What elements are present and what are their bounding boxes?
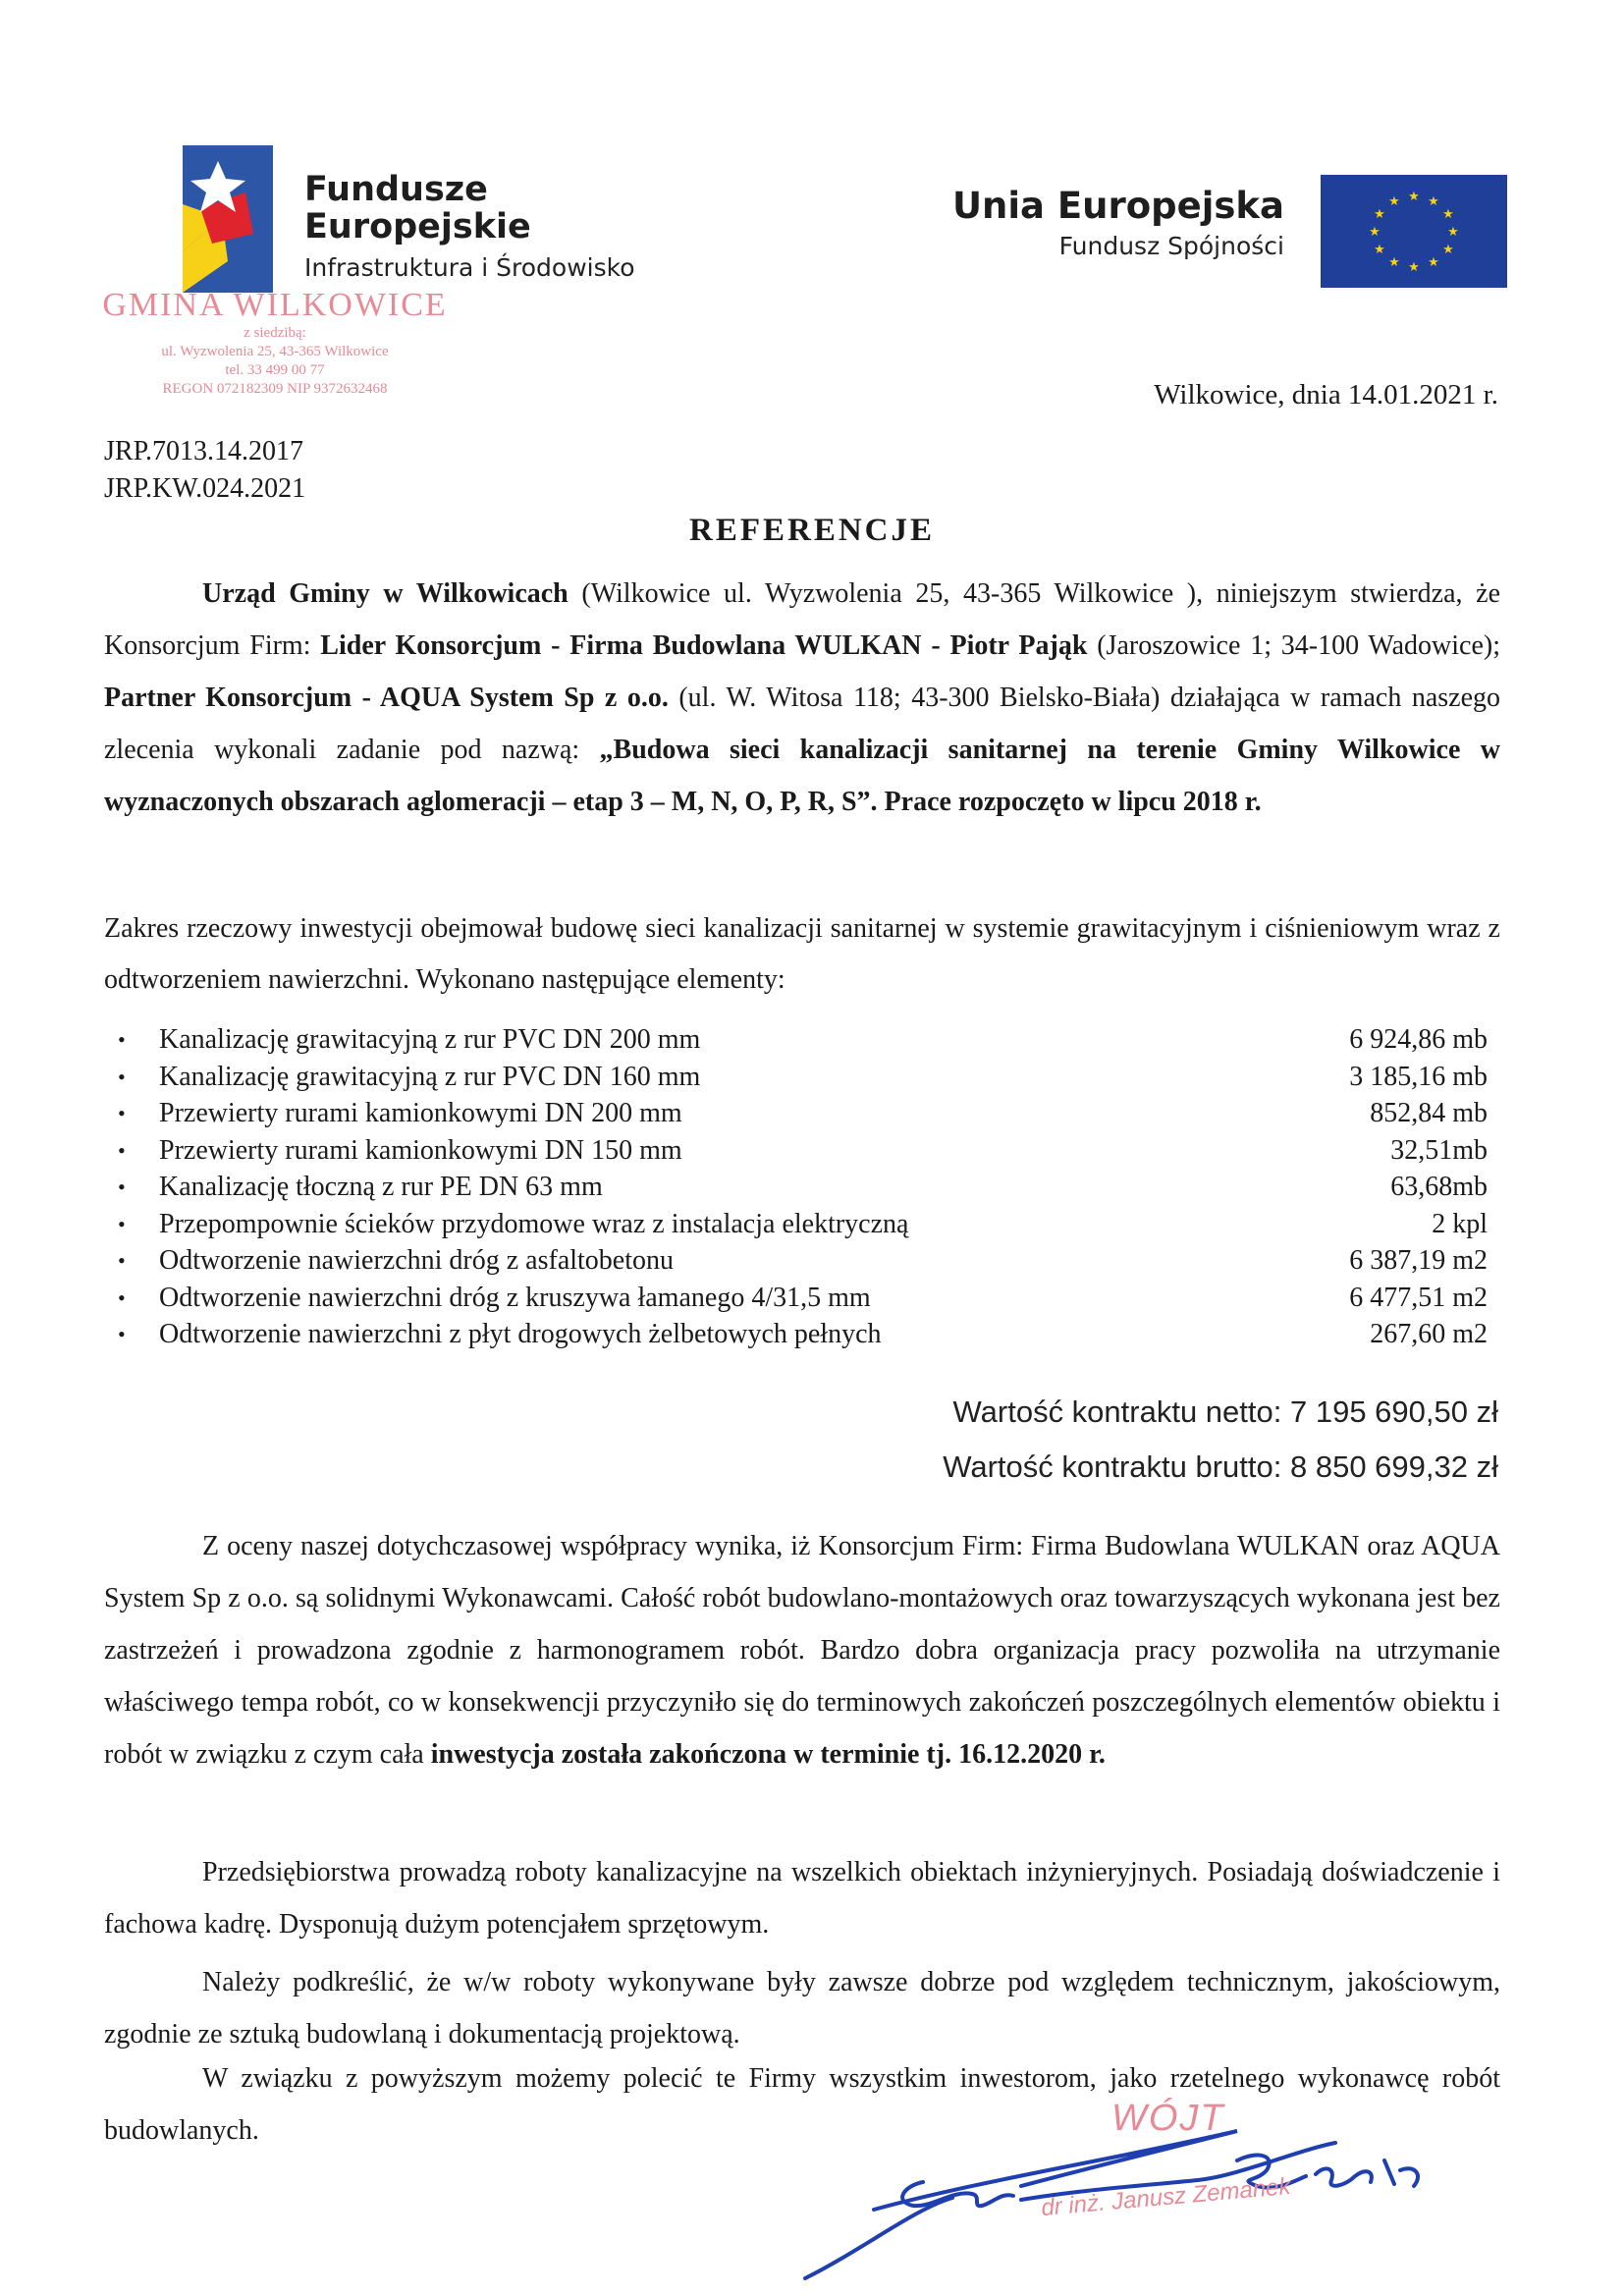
- eu-text: [952, 185, 1284, 260]
- list-item: [118, 1206, 1488, 1243]
- completion-statement: inwestycja została zakończona w terminie tj. 16.12.2020 r.: [430, 1739, 1106, 1770]
- stamp-address: ul. Wyzwolenia 25, 43-365 Wilkowice: [161, 344, 389, 359]
- evaluation-text: Z oceny naszej dotychczasowej współpracy wynika, iż Konsorcjum Firm: Firma Budowlana WULKAN oraz AQUA System Sp z o.o. są solidnymi Wykonawcami. Całość robót budowlano-montażowych oraz towarzyszących wykonana jest bez zastrzeżeń i prowadzona zgodnie z harmonogramem robót. Bardzo dobra organizacja pracy pozwoliła na utrzymanie właściwego tempa robót, co w konsekwencji przyczyniło się do terminowych zakończeń poszczególnych elementów obiektu i robót w związku z czym cała: [104, 1531, 1500, 1770]
- municipality-stamp: [88, 287, 461, 399]
- svg-text:★: ★: [1388, 255, 1400, 270]
- item-value: 6 477,51 m2: [1349, 1282, 1488, 1313]
- case-reference: JRP.KW.024.2021: [104, 473, 306, 504]
- eu-flag-icon: [1321, 175, 1507, 288]
- item-value: 3 185,16 mb: [1349, 1061, 1488, 1092]
- bullet-icon: •: [118, 1064, 126, 1089]
- stamp-phone: tel. 33 499 00 77: [225, 362, 325, 378]
- task-name: „Budowa sieci kanalizacji sanitarnej na terenie Gminy Wilkowice w wyznaczonych obszarach aglomeracji – etap 3 – M, N, O, P, R, S”. Prace rozpoczęto w lipcu 2018 r.: [104, 735, 1500, 817]
- issuer-name: Urząd Gminy w Wilkowicach: [202, 578, 568, 609]
- svg-text:★: ★: [1408, 190, 1420, 204]
- item-label: Kanalizację tłoczną z rur PE DN 63 mm: [159, 1172, 603, 1202]
- svg-text:★: ★: [1408, 260, 1420, 275]
- list-item: [118, 1280, 1488, 1317]
- svg-text:★: ★: [1388, 194, 1400, 209]
- signer-name: dr inż. Janusz Zemanek: [1040, 2172, 1292, 2222]
- eu-fund: Fundusz Spójności: [1058, 232, 1284, 260]
- leader-address: (Jaroszowice 1; 34-100 Wadowice);: [1087, 630, 1500, 661]
- item-value: 6 387,19 m2: [1349, 1245, 1488, 1276]
- bullet-icon: •: [118, 1322, 126, 1346]
- consortium-leader: Lider Konsorcjum - Firma Budowlana WULKAN - Piotr Pająk: [320, 630, 1088, 661]
- work-items-list: [118, 1021, 1488, 1353]
- svg-text:★: ★: [1428, 255, 1439, 270]
- svg-text:★: ★: [1428, 194, 1439, 209]
- bullet-icon: •: [118, 1137, 126, 1163]
- item-value: 63,68mb: [1390, 1172, 1488, 1202]
- list-item: [118, 1095, 1488, 1132]
- svg-text:★: ★: [1447, 225, 1459, 240]
- logo-line-europejskie: Europejskie: [304, 207, 531, 246]
- fundusze-europejskie-flag-icon: [183, 145, 273, 293]
- svg-text:★: ★: [1369, 225, 1380, 240]
- item-value: 6 924,86 mb: [1349, 1024, 1488, 1055]
- item-value: 2 kpl: [1432, 1208, 1488, 1239]
- eu-title: Unia Europejska: [951, 185, 1284, 227]
- bullet-icon: •: [118, 1248, 126, 1273]
- contract-value-netto: Wartość kontraktu netto: 7 195 690,50 zł: [952, 1394, 1498, 1429]
- svg-text:★: ★: [1374, 243, 1385, 257]
- list-item: [118, 1021, 1488, 1059]
- bullet-icon: •: [118, 1101, 126, 1125]
- intro-paragraph: [104, 568, 1500, 828]
- bullet-icon: •: [118, 1285, 126, 1310]
- list-item: [118, 1059, 1488, 1096]
- item-label: Odtworzenie nawierzchni dróg z asfaltobetonu: [159, 1245, 675, 1276]
- item-value: 32,51mb: [1390, 1134, 1488, 1166]
- item-label: Przepompownie ścieków przydomowe wraz z instalacja elektryczną: [159, 1208, 909, 1239]
- list-item: [118, 1316, 1488, 1353]
- case-reference: JRP.7013.14.2017: [104, 436, 304, 466]
- item-label: Odtworzenie nawierzchni z płyt drogowych żelbetowych pełnych: [159, 1319, 882, 1349]
- list-item: [118, 1242, 1488, 1280]
- place-date: Wilkowice, dnia 14.01.2021 r.: [1154, 379, 1498, 410]
- signature-stamp-title: WÓJT: [1111, 2098, 1225, 2139]
- fundusze-europejskie-text: [304, 171, 635, 282]
- list-item: [118, 1169, 1488, 1206]
- item-label: Przewierty rurami kamionkowymi DN 200 mm: [159, 1098, 682, 1128]
- bullet-icon: •: [118, 1211, 126, 1236]
- partner-address: (ul. W. Witosa 118; 43-300 Bielsko-Biała) działająca w ramach naszego zlecenia wykonali zadanie pod nazwą:: [104, 683, 1500, 765]
- document-title: REFERENCJE: [688, 513, 936, 548]
- list-item: [118, 1132, 1488, 1170]
- recommendation-paragraph: W związku z powyższym możemy polecić te Firmy wszystkim inwestorom, jako rzetelnego wykonawcę robót budowlanych.: [104, 2063, 1500, 2146]
- item-value: 852,84 mb: [1370, 1098, 1488, 1128]
- contract-value-brutto: Wartość kontraktu brutto: 8 850 699,32 zł: [943, 1449, 1498, 1484]
- svg-text:★: ★: [1442, 243, 1454, 257]
- bullet-icon: •: [118, 1175, 126, 1199]
- scope-paragraph: Zakres rzeczowy inwestycji obejmował budowę sieci kanalizacji sanitarnej w systemie grawitacyjnym i ciśnieniowym wraz z odtworzeniem nawierzchni. Wykonano następujące elementy:: [104, 913, 1500, 995]
- item-label: Kanalizację grawitacyjną z rur PVC DN 200 mm: [159, 1024, 701, 1055]
- consortium-partner: Partner Konsorcjum - AQUA System Sp z o.o.: [104, 683, 669, 713]
- stamp-regon: REGON 072182309 NIP 9372632468: [162, 381, 388, 397]
- evaluation-paragraph: [104, 1520, 1500, 1780]
- svg-text:★: ★: [1442, 207, 1454, 222]
- quality-paragraph: Należy podkreślić, że w/w roboty wykonywane były zawsze dobrze pod względem technicznym, jakościowym, zgodnie ze sztuką budowlaną i dokumentacją projektową.: [104, 1967, 1500, 2050]
- item-label: Przewierty rurami kamionkowymi DN 150 mm: [159, 1134, 682, 1166]
- item-label: Odtworzenie nawierzchni dróg z kruszywa łamanego 4/31,5 mm: [159, 1282, 871, 1313]
- intro-text: (Wilkowice ul. Wyzwolenia 25, 43-365 Wilkowice ), niniejszym stwierdza, że Konsorcjum Firm:: [104, 578, 1500, 661]
- stamp-seat: z siedzibą:: [244, 325, 306, 341]
- item-value: 267,60 m2: [1370, 1319, 1488, 1349]
- logo-line-program: Infrastruktura i Środowisko: [304, 253, 635, 282]
- experience-paragraph: Przedsiębiorstwa prowadzą roboty kanalizacyjne na wszelkich obiektach inżynieryjnych. Posiadają doświadczenie i fachowa kadrę. Dysponują dużym potencjałem sprzętowym.: [104, 1857, 1500, 1940]
- bullet-icon: •: [118, 1027, 126, 1052]
- svg-text:★: ★: [1374, 207, 1385, 222]
- stamp-name: GMINA WILKOWICE: [102, 287, 448, 323]
- logo-line-fundusze: Fundusze: [304, 170, 488, 209]
- item-label: Kanalizację grawitacyjną z rur PVC DN 160 mm: [159, 1061, 701, 1092]
